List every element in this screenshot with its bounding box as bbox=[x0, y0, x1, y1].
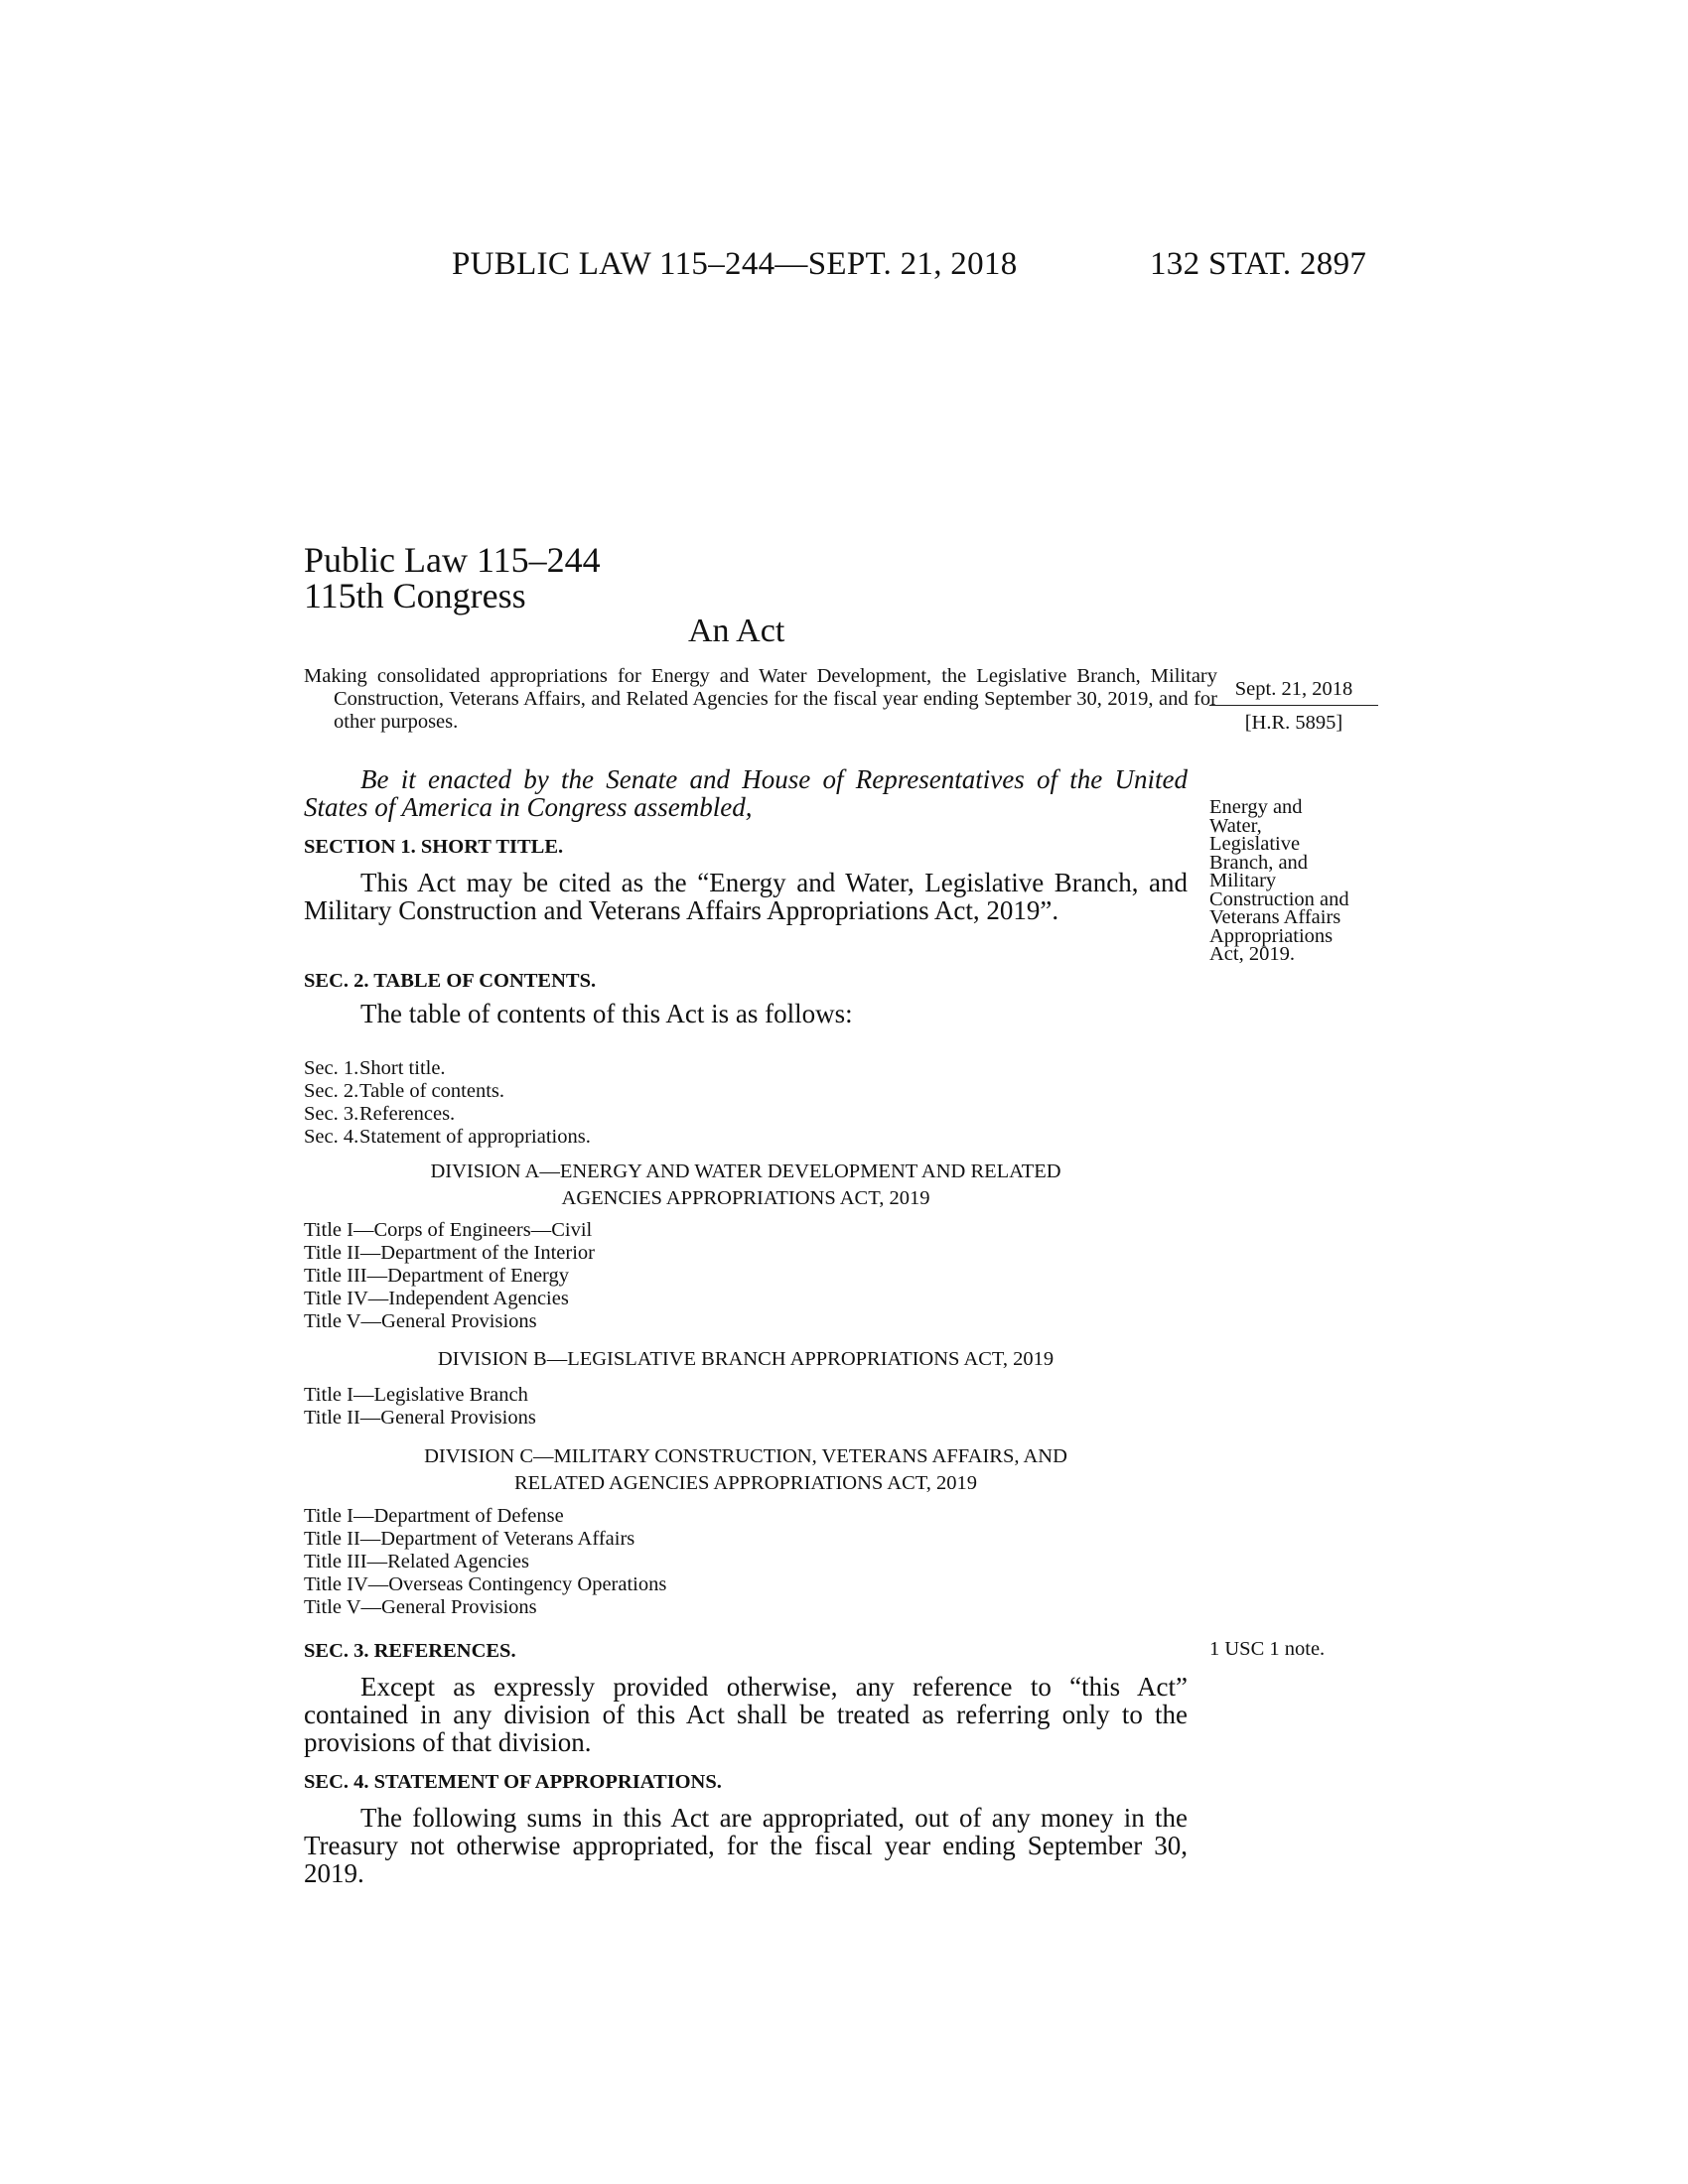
margin-note-line: Legislative bbox=[1209, 833, 1301, 855]
toc-title-entry: Title IV—Independent Agencies bbox=[304, 1288, 569, 1309]
usc-margin-note: 1 USC 1 note. bbox=[1209, 1638, 1326, 1660]
division-heading-line: RELATED AGENCIES APPROPRIATIONS ACT, 2019 bbox=[513, 1472, 978, 1494]
section-1-heading: SECTION 1. SHORT TITLE. bbox=[304, 836, 564, 858]
division-b-titles bbox=[304, 1384, 536, 1430]
toc-title-entry: Title IV—Overseas Contingency Operations bbox=[304, 1573, 667, 1595]
margin-note-line: Military bbox=[1209, 870, 1277, 891]
division-heading-line: DIVISION B—LEGISLATIVE BRANCH APPROPRIATIONS ACT, 2019 bbox=[437, 1348, 1055, 1370]
enactment-date-box bbox=[1209, 678, 1378, 735]
toc-title-entry: Title I—Corps of Engineers—Civil bbox=[304, 1219, 593, 1241]
toc-section-entry bbox=[304, 1057, 591, 1080]
act-purpose: Making consolidated appropriations for Energy and Water Development, the Legislative Branch, Military Construction, Veterans Affairs, and Related Agencies for the fiscal year ending September 30, 2019, and for other purposes. bbox=[304, 665, 1217, 733]
toc-title-entry: Title III—Related Agencies bbox=[304, 1551, 529, 1572]
section-2-text: The table of contents of this Act is as follows: bbox=[360, 999, 853, 1028]
toc-title-entry: Title II—General Provisions bbox=[304, 1407, 536, 1429]
section-2-heading: SEC. 2. TABLE OF CONTENTS. bbox=[304, 970, 597, 992]
toc-section-entry bbox=[304, 1126, 591, 1149]
toc-section-title: Statement of appropriations. bbox=[359, 1126, 591, 1148]
enactment-date: Sept. 21, 2018 bbox=[1209, 678, 1378, 706]
margin-note-line: Act, 2019. bbox=[1209, 943, 1295, 965]
toc-title-entry: Title III—Department of Energy bbox=[304, 1265, 570, 1287]
margin-note-line: Construction and bbox=[1209, 887, 1349, 910]
toc-section-title: Table of contents. bbox=[359, 1080, 505, 1102]
toc-section-title: References. bbox=[359, 1103, 456, 1125]
toc-section-label: Sec. 3. bbox=[304, 1103, 359, 1125]
section-4-heading: SEC. 4. STATEMENT OF APPROPRIATIONS. bbox=[304, 1771, 722, 1793]
toc-title-entry: Title I—Legislative Branch bbox=[304, 1384, 528, 1406]
toc-section-entry bbox=[304, 1103, 591, 1126]
division-a-titles bbox=[304, 1219, 595, 1333]
division-b-heading bbox=[304, 1346, 1188, 1373]
section-1-text: This Act may be cited as the “Energy and Water, Legislative Branch, and Military Construction and Veterans Affairs Appropriations Act, 2019”. bbox=[304, 868, 1188, 925]
enacting-clause: Be it enacted by the Senate and House of Representatives of the United States of America in Congress assembled, bbox=[304, 764, 1188, 822]
division-c-heading bbox=[304, 1443, 1188, 1497]
margin-note-line: Branch, and bbox=[1209, 851, 1309, 874]
division-heading-line: AGENCIES APPROPRIATIONS ACT, 2019 bbox=[561, 1187, 930, 1209]
margin-note-line: Energy and bbox=[1209, 796, 1303, 818]
congress-label: 115th Congress bbox=[304, 576, 526, 615]
running-header-page: 132 STAT. 2897 bbox=[1150, 246, 1367, 282]
running-header-left: PUBLIC LAW 115–244—SEPT. 21, 2018 bbox=[452, 246, 1018, 282]
section-3-heading: SEC. 3. REFERENCES. bbox=[304, 1640, 516, 1662]
toc-title-entry: Title I—Department of Defense bbox=[304, 1505, 564, 1527]
toc-section-label: Sec. 2. bbox=[304, 1080, 359, 1102]
toc-section-list bbox=[304, 1057, 591, 1149]
short-title-margin-note bbox=[1209, 798, 1383, 964]
toc-title-entry: Title V—General Provisions bbox=[304, 1310, 537, 1332]
toc-section-label: Sec. 1. bbox=[304, 1057, 359, 1079]
act-title: An Act bbox=[688, 613, 785, 649]
toc-section-entry bbox=[304, 1080, 591, 1103]
toc-title-entry: Title II—Department of the Interior bbox=[304, 1242, 595, 1264]
toc-title-entry: Title V—General Provisions bbox=[304, 1596, 537, 1618]
bill-number: [H.R. 5895] bbox=[1244, 712, 1343, 734]
public-law-number: Public Law 115–244 bbox=[304, 540, 601, 580]
section-4-text: The following sums in this Act are appropriated, out of any money in the Treasury not otherwise appropriated, for the fiscal year ending September 30, 2019. bbox=[304, 1803, 1188, 1888]
margin-note-line: Water, bbox=[1209, 814, 1262, 837]
section-3-text: Except as expressly provided otherwise, any reference to “this Act” contained in any division of this Act shall be treated as referring only to the provisions of that division. bbox=[304, 1672, 1188, 1757]
toc-section-label: Sec. 4. bbox=[304, 1126, 359, 1148]
toc-section-title: Short title. bbox=[359, 1057, 446, 1079]
division-heading-line: DIVISION A—ENERGY AND WATER DEVELOPMENT AND RELATED bbox=[430, 1160, 1061, 1182]
margin-note-line: Appropriations bbox=[1209, 924, 1334, 947]
division-heading-line: DIVISION C—MILITARY CONSTRUCTION, VETERANS AFFAIRS, AND bbox=[424, 1445, 1067, 1467]
division-c-titles bbox=[304, 1505, 666, 1619]
margin-note-line: Veterans Affairs bbox=[1209, 906, 1341, 928]
toc-title-entry: Title II—Department of Veterans Affairs bbox=[304, 1528, 635, 1550]
division-a-heading bbox=[304, 1159, 1188, 1212]
